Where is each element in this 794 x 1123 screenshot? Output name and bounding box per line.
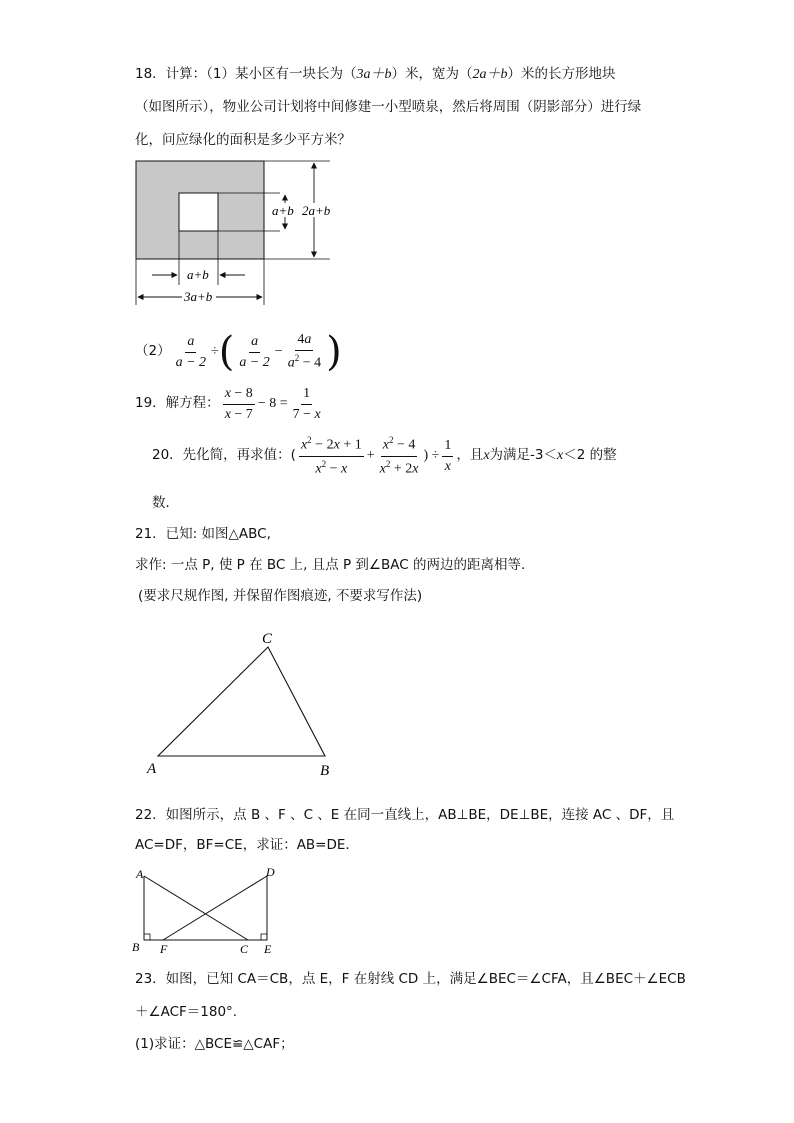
q22-line2: AC=DF，BF=CE，求证：AB=DE． (135, 837, 359, 853)
q18-part2-expression: （2） $\frac{a}{a - 2}$ ÷ ( $\frac{a}{a - 2}$ − $\frac{4a}{a^2 - 4}$ ) (135, 329, 342, 375)
q18-p2-frac1: $\frac{a}{a - 2}$ (175, 333, 207, 370)
q21-vertex-a: A (147, 761, 157, 777)
q22-point-e: E (264, 942, 272, 956)
q21-line2: 求作: 一点 P, 使 P 在 BC 上, 且点 P 到∠BAC 的两边的距离相等. (135, 557, 526, 573)
q22-point-b: B (132, 940, 140, 954)
q23-line1: 23．如图，已知 CA＝CB，点 E，F 在射线 CD 上，满足∠BEC＝∠CFA，且∠BEC＋∠ECB (135, 971, 686, 987)
q18-figure (130, 155, 370, 315)
q18-length-expr: 3a＋b (356, 67, 392, 82)
q18-label-inner-width: a+b (187, 267, 209, 282)
q18-p2-frac3: $\frac{4a}{a^2 - 4}$ (287, 332, 322, 371)
q21-vertex-c: C (262, 631, 273, 647)
q20-label: 20．先化简，再求值：( (152, 447, 296, 464)
q22-point-c: C (240, 942, 249, 956)
q20-frac2: $\frac{x^2 - 4}{x^2 + 2x}$ (379, 434, 419, 477)
q21-triangle-figure (140, 625, 340, 780)
q22-right-angle-b (144, 934, 150, 940)
q18-label-outer-width: 3a+b (184, 289, 213, 304)
q23-line3: (1)求证：△BCE≌△CAF； (135, 1036, 294, 1052)
q22-point-d: D (266, 865, 275, 879)
q22-right-angle-e (261, 934, 267, 940)
q18-width-expr: 2a＋b (472, 67, 508, 82)
q18-label-outer-height: 2a+b (302, 203, 331, 218)
q22-point-f: F (160, 942, 168, 956)
q18-p2-frac2: $\frac{a}{a - 2}$ (239, 333, 270, 370)
q21-line3: (要求尺规作图, 并保留作图痕迹, 不要求写作法) (138, 588, 423, 604)
q21-vertex-b: B (320, 763, 330, 779)
q21-triangle-abc (158, 647, 325, 756)
q20-line2: 数． (152, 495, 179, 511)
q19-frac-left: $\frac{x - 8}{x - 7}$ (224, 385, 253, 422)
q19-frac-right: $\frac{1}{7 - x}$ (292, 385, 321, 422)
q18-label-inner-height: a+b (272, 203, 294, 218)
q22-point-a: A (136, 867, 144, 881)
q22-figure (130, 864, 280, 958)
q23-line2: ＋∠ACF＝180°. (135, 1004, 238, 1020)
q20-var: x (483, 448, 490, 463)
q18-part2-label: （2） (135, 343, 171, 360)
q18-line3: 化，问应绿化的面积是多少平方米？ (135, 132, 351, 148)
q21-line1: 21．已知: 如图△ABC, (135, 526, 271, 542)
q20-line1: 20．先化简，再求值：( $\frac{x^2 - 2x + 1}{x^2 - x}$ + $\frac{x^2 - 4}{x^2 + 2x}$ ) ÷ $\frac{1}{x}$ ，且 x 为满足-3＜ x ＜2 的整 (152, 434, 617, 477)
q18-line1: 18．计算：（1）某小区有一块长为（3a＋b）米，宽为（2a＋b）米的长方形地块 (135, 66, 616, 82)
q19-equation: 19．解方程： $\frac{x - 8}{x - 7}$ − 8 = $\frac{1}{7 - x}$ (135, 385, 321, 422)
q18-fountain-square (179, 193, 218, 231)
q22-line1: 22．如图所示，点 B 、F 、C 、E 在同一直线上，AB⊥BE，DE⊥BE，连接 AC 、DF，且 (135, 807, 675, 823)
q20-frac1: $\frac{x^2 - 2x + 1}{x^2 - x}$ (300, 434, 362, 477)
q19-label: 19．解方程： (135, 395, 220, 412)
q18-line2: （如图所示），物业公司计划将中间修建一小型喷泉，然后将周围（阴影部分）进行绿 (135, 99, 642, 115)
q20-frac3: $\frac{1}{x}$ (444, 437, 452, 474)
